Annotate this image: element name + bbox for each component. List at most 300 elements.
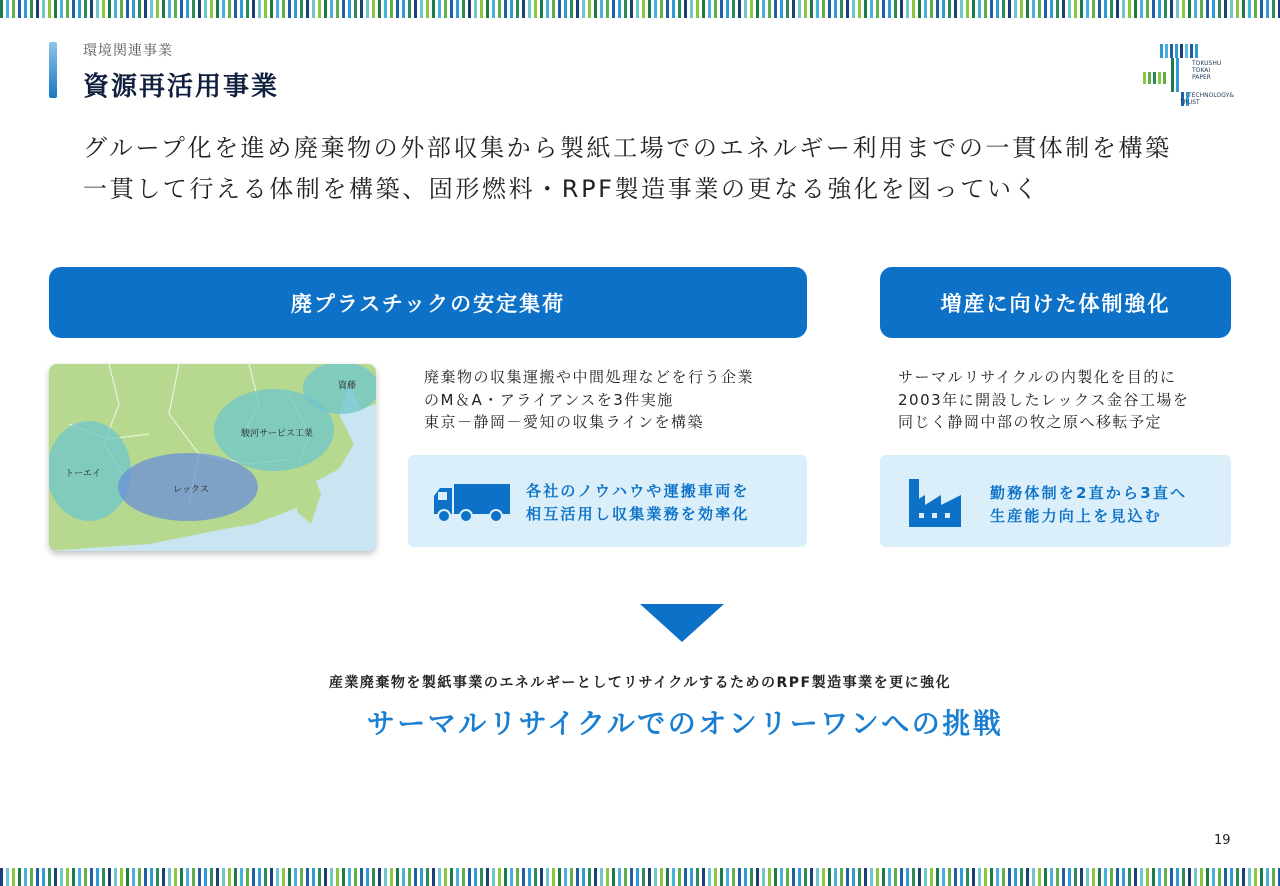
stripe-segment xyxy=(228,0,231,18)
stripe-segment xyxy=(816,0,819,18)
stripe-segment xyxy=(1056,868,1059,886)
stripe-segment xyxy=(498,0,501,18)
stripe-segment xyxy=(372,0,375,18)
stripe-segment xyxy=(258,0,261,18)
stripe-segment xyxy=(0,868,3,886)
stripe-segment xyxy=(144,868,147,886)
stripe-segment xyxy=(1272,868,1275,886)
stripe-segment xyxy=(504,0,507,18)
stripe-segment xyxy=(798,868,801,886)
stripe-segment xyxy=(774,868,777,886)
stripe-segment xyxy=(1254,0,1257,18)
stripe-segment xyxy=(426,0,429,18)
stripe-segment xyxy=(402,868,405,886)
page-number: 19 xyxy=(1214,833,1231,848)
stripe-segment xyxy=(462,0,465,18)
stripe-segment xyxy=(330,868,333,886)
stripe-segment xyxy=(1158,0,1161,18)
left-heading-pill: 廃プラスチックの安定集荷 xyxy=(49,267,807,338)
stripe-segment xyxy=(534,868,537,886)
stripe-segment xyxy=(780,0,783,18)
stripe-segment xyxy=(1188,868,1191,886)
stripe-segment xyxy=(300,0,303,18)
stripe-segment xyxy=(930,868,933,886)
stripe-segment xyxy=(1038,0,1041,18)
stripe-segment xyxy=(1224,0,1227,18)
stripe-segment xyxy=(24,0,27,18)
stripe-segment xyxy=(204,0,207,18)
stripe-segment xyxy=(120,868,123,886)
stripe-segment xyxy=(1194,0,1197,18)
stripe-segment xyxy=(6,868,9,886)
stripe-segment xyxy=(1020,868,1023,886)
stripe-segment xyxy=(264,0,267,18)
stripe-segment xyxy=(978,868,981,886)
stripe-segment xyxy=(696,868,699,886)
stripe-segment xyxy=(360,868,363,886)
stripe-segment xyxy=(828,0,831,18)
left-highlight-text: 各社のノウハウや運搬車両を 相互活用し収集業務を効率化 xyxy=(526,482,750,523)
stripe-segment xyxy=(552,868,555,886)
stripe-segment xyxy=(186,868,189,886)
stripe-segment xyxy=(1122,0,1125,18)
stripe-segment xyxy=(18,868,21,886)
stripe-segment xyxy=(618,0,621,18)
stripe-segment xyxy=(1050,0,1053,18)
stripe-segment xyxy=(906,0,909,18)
logo-tagline: TECHNOLOGY& TRUST xyxy=(1180,92,1234,106)
stripe-segment xyxy=(348,0,351,18)
stripe-segment xyxy=(1020,0,1023,18)
stripe-segment xyxy=(948,0,951,18)
stripe-segment xyxy=(60,868,63,886)
stripe-segment xyxy=(354,868,357,886)
stripe-segment xyxy=(384,0,387,18)
stripe-segment xyxy=(936,0,939,18)
stripe-segment xyxy=(1002,868,1005,886)
stripe-segment xyxy=(1056,0,1059,18)
stripe-segment xyxy=(90,0,93,18)
stripe-segment xyxy=(702,868,705,886)
stripe-segment xyxy=(1140,0,1143,18)
stripe-segment xyxy=(546,868,549,886)
stripe-segment xyxy=(1182,0,1185,18)
stripe-segment xyxy=(750,0,753,18)
stripe-segment xyxy=(90,868,93,886)
stripe-segment xyxy=(396,0,399,18)
stripe-segment xyxy=(1236,0,1239,18)
stripe-segment xyxy=(486,0,489,18)
stripe-segment xyxy=(606,0,609,18)
stripe-segment xyxy=(1242,0,1245,18)
stripe-segment xyxy=(690,868,693,886)
stripe-segment xyxy=(606,868,609,886)
stripe-segment xyxy=(312,0,315,18)
stripe-segment xyxy=(1008,0,1011,18)
stripe-segment xyxy=(540,0,543,18)
stripe-segment xyxy=(894,868,897,886)
stripe-segment xyxy=(990,868,993,886)
stripe-segment xyxy=(954,868,957,886)
lead-line-1: グループ化を進め廃棄物の外部収集から製紙工場でのエネルギー利用までの一貫体制を構築 xyxy=(83,134,1172,162)
stripe-segment xyxy=(1080,0,1083,18)
stripe-segment xyxy=(678,868,681,886)
stripe-segment xyxy=(1176,0,1179,18)
stripe-segment xyxy=(270,0,273,18)
stripe-segment xyxy=(996,0,999,18)
stripe-segment xyxy=(216,868,219,886)
stripe-segment xyxy=(846,0,849,18)
stripe-segment xyxy=(810,0,813,18)
stripe-segment xyxy=(492,868,495,886)
stripe-segment xyxy=(870,0,873,18)
stripe-segment xyxy=(450,0,453,18)
stripe-segment xyxy=(456,0,459,18)
stripe-segment xyxy=(1002,0,1005,18)
stripe-segment xyxy=(1092,868,1095,886)
stripe-segment xyxy=(42,0,45,18)
stripe-segment xyxy=(180,0,183,18)
stripe-segment xyxy=(672,868,675,886)
stripe-segment xyxy=(1014,0,1017,18)
stripe-segment xyxy=(210,868,213,886)
stripe-segment xyxy=(1134,0,1137,18)
stripe-segment xyxy=(462,868,465,886)
stripe-segment xyxy=(84,0,87,18)
stripe-segment xyxy=(504,868,507,886)
stripe-segment xyxy=(60,0,63,18)
stripe-segment xyxy=(984,0,987,18)
stripe-segment xyxy=(918,0,921,18)
stripe-segment xyxy=(582,868,585,886)
stripe-segment xyxy=(210,0,213,18)
stripe-segment xyxy=(408,868,411,886)
stripe-segment xyxy=(936,868,939,886)
stripe-segment xyxy=(1146,0,1149,18)
company-logo xyxy=(1140,42,1240,108)
stripe-segment xyxy=(570,868,573,886)
stripe-segment xyxy=(1032,0,1035,18)
stripe-segment xyxy=(252,868,255,886)
stripe-segment xyxy=(198,0,201,18)
stripe-segment xyxy=(1086,0,1089,18)
stripe-segment xyxy=(1212,868,1215,886)
stripe-segment xyxy=(654,0,657,18)
stripe-segment xyxy=(396,868,399,886)
stripe-segment xyxy=(1254,868,1257,886)
stripe-segment xyxy=(630,868,633,886)
stripe-segment xyxy=(768,868,771,886)
stripe-segment xyxy=(798,0,801,18)
stripe-segment xyxy=(1050,868,1053,886)
stripe-segment xyxy=(582,0,585,18)
stripe-segment xyxy=(1236,868,1239,886)
stripe-segment xyxy=(876,0,879,18)
right-highlight-text: 勤務体制を2直から3直へ 生産能力向上を見込む xyxy=(990,484,1188,525)
stripe-segment xyxy=(402,0,405,18)
stripe-segment xyxy=(792,868,795,886)
stripe-segment xyxy=(390,0,393,18)
stripe-segment xyxy=(1146,868,1149,886)
stripe-segment xyxy=(174,0,177,18)
stripe-segment xyxy=(540,868,543,886)
stripe-segment xyxy=(54,0,57,18)
stripe-segment xyxy=(1104,0,1107,18)
stripe-segment xyxy=(636,868,639,886)
stripe-segment xyxy=(1044,0,1047,18)
map-graphic xyxy=(49,364,376,551)
stripe-segment xyxy=(1116,0,1119,18)
stripe-segment xyxy=(786,868,789,886)
stripe-segment xyxy=(576,868,579,886)
stripe-segment xyxy=(132,0,135,18)
stripe-segment xyxy=(102,0,105,18)
stripe-segment xyxy=(888,0,891,18)
stripe-segment xyxy=(750,868,753,886)
stripe-segment xyxy=(468,868,471,886)
logo-text: TOKUSHU TOKAI PAPER xyxy=(1192,60,1222,81)
stripe-segment xyxy=(744,868,747,886)
stripe-segment xyxy=(858,868,861,886)
stripe-segment xyxy=(1218,0,1221,18)
stripe-segment xyxy=(1140,868,1143,886)
stripe-segment xyxy=(132,868,135,886)
stripe-segment xyxy=(1116,868,1119,886)
stripe-segment xyxy=(780,868,783,886)
stripe-segment xyxy=(1098,868,1101,886)
stripe-segment xyxy=(252,0,255,18)
stripe-segment xyxy=(1110,0,1113,18)
stripe-segment xyxy=(432,868,435,886)
stripe-segment xyxy=(882,0,885,18)
stripe-segment xyxy=(564,868,567,886)
stripe-segment xyxy=(330,0,333,18)
stripe-segment xyxy=(1266,868,1269,886)
stripe-segment xyxy=(738,868,741,886)
stripe-segment xyxy=(414,0,417,18)
stripe-segment xyxy=(558,0,561,18)
conclusion-title: サーマルリサイクルでのオンリーワンへの挑戦 xyxy=(366,707,1004,740)
stripe-segment xyxy=(720,0,723,18)
stripe-segment xyxy=(1200,0,1203,18)
stripe-segment xyxy=(1212,0,1215,18)
stripe-segment xyxy=(792,0,795,18)
stripe-segment xyxy=(996,868,999,886)
stripe-segment xyxy=(186,0,189,18)
stripe-segment xyxy=(786,0,789,18)
stripe-segment xyxy=(888,868,891,886)
stripe-segment xyxy=(1164,0,1167,18)
stripe-segment xyxy=(1206,868,1209,886)
stripe-segment xyxy=(762,0,765,18)
truck-icon xyxy=(432,482,512,526)
stripe-segment xyxy=(678,0,681,18)
stripe-segment xyxy=(276,0,279,18)
stripe-segment xyxy=(1164,868,1167,886)
stripe-segment xyxy=(36,0,39,18)
stripe-segment xyxy=(342,868,345,886)
stripe-segment xyxy=(570,0,573,18)
stripe-segment xyxy=(162,868,165,886)
stripe-segment xyxy=(900,868,903,886)
lead-line-2: 一貫して行える体制を構築、固形燃料・RPF製造事業の更なる強化を図っていく xyxy=(83,175,1041,203)
stripe-segment xyxy=(594,0,597,18)
stripe-segment xyxy=(510,868,513,886)
stripe-segment xyxy=(522,0,525,18)
stripe-segment xyxy=(336,868,339,886)
stripe-segment xyxy=(48,868,51,886)
stripe-segment xyxy=(762,868,765,886)
down-arrow-icon xyxy=(640,604,724,642)
stripe-segment xyxy=(192,0,195,18)
stripe-segment xyxy=(960,0,963,18)
stripe-segment xyxy=(1242,868,1245,886)
stripe-segment xyxy=(288,0,291,18)
stripe-segment xyxy=(1026,0,1029,18)
stripe-segment xyxy=(726,868,729,886)
stripe-segment xyxy=(1128,868,1131,886)
stripe-segment xyxy=(714,0,717,18)
stripe-segment xyxy=(864,0,867,18)
page-title: 資源再活用事業 xyxy=(83,72,280,102)
stripe-segment xyxy=(546,0,549,18)
stripe-segment xyxy=(714,868,717,886)
stripe-segment xyxy=(636,0,639,18)
stripe-segment xyxy=(156,0,159,18)
stripe-segment xyxy=(240,868,243,886)
stripe-segment xyxy=(456,868,459,886)
stripe-segment xyxy=(36,868,39,886)
stripe-segment xyxy=(354,0,357,18)
bottom-stripe-border xyxy=(0,868,1280,886)
map-label-kanagawa: 資藤 xyxy=(338,381,357,391)
right-heading-pill: 増産に向けた体制強化 xyxy=(880,267,1231,338)
stripe-segment xyxy=(600,0,603,18)
stripe-segment xyxy=(1092,0,1095,18)
stripe-segment xyxy=(222,0,225,18)
stripe-segment xyxy=(648,868,651,886)
stripe-segment xyxy=(414,868,417,886)
header-accent-bar xyxy=(49,42,57,98)
stripe-segment xyxy=(342,0,345,18)
stripe-segment xyxy=(534,0,537,18)
stripe-segment xyxy=(180,868,183,886)
stripe-segment xyxy=(852,0,855,18)
stripe-segment xyxy=(138,0,141,18)
stripe-segment xyxy=(834,0,837,18)
stripe-segment xyxy=(1230,0,1233,18)
stripe-segment xyxy=(306,868,309,886)
stripe-segment xyxy=(1134,868,1137,886)
stripe-segment xyxy=(822,868,825,886)
stripe-segment xyxy=(30,0,33,18)
stripe-segment xyxy=(234,868,237,886)
stripe-segment xyxy=(1248,868,1251,886)
stripe-segment xyxy=(804,0,807,18)
stripe-segment xyxy=(858,0,861,18)
stripe-segment xyxy=(738,0,741,18)
stripe-segment xyxy=(378,0,381,18)
stripe-segment xyxy=(438,868,441,886)
stripe-segment xyxy=(84,868,87,886)
stripe-segment xyxy=(444,0,447,18)
stripe-segment xyxy=(1038,868,1041,886)
stripe-segment xyxy=(852,868,855,886)
stripe-segment xyxy=(966,0,969,18)
stripe-segment xyxy=(42,868,45,886)
stripe-segment xyxy=(1008,868,1011,886)
stripe-segment xyxy=(72,0,75,18)
stripe-segment xyxy=(126,0,129,18)
stripe-segment xyxy=(1272,0,1275,18)
stripe-segment xyxy=(1032,868,1035,886)
stripe-segment xyxy=(300,868,303,886)
right-highlight-box xyxy=(880,455,1231,547)
stripe-segment xyxy=(1188,0,1191,18)
stripe-segment xyxy=(1200,868,1203,886)
stripe-segment xyxy=(366,868,369,886)
stripe-segment xyxy=(66,0,69,18)
stripe-segment xyxy=(756,0,759,18)
stripe-segment xyxy=(12,868,15,886)
stripe-segment xyxy=(444,868,447,886)
stripe-segment xyxy=(432,0,435,18)
stripe-segment xyxy=(1062,0,1065,18)
stripe-segment xyxy=(216,0,219,18)
stripe-segment xyxy=(1044,868,1047,886)
stripe-segment xyxy=(822,0,825,18)
stripe-segment xyxy=(1128,0,1131,18)
map-label-shizuoka: 駿河サービス工業 xyxy=(241,429,314,439)
stripe-segment xyxy=(720,868,723,886)
stripe-segment xyxy=(1068,0,1071,18)
stripe-segment xyxy=(846,868,849,886)
stripe-segment xyxy=(960,868,963,886)
stripe-segment xyxy=(420,0,423,18)
stripe-segment xyxy=(168,868,171,886)
stripe-segment xyxy=(618,868,621,886)
stripe-segment xyxy=(78,0,81,18)
stripe-segment xyxy=(390,868,393,886)
factory-icon xyxy=(907,477,963,529)
stripe-segment xyxy=(672,0,675,18)
stripe-segment xyxy=(516,868,519,886)
stripe-segment xyxy=(438,0,441,18)
stripe-segment xyxy=(474,0,477,18)
stripe-segment xyxy=(972,868,975,886)
stripe-segment xyxy=(708,0,711,18)
stripe-segment xyxy=(276,868,279,886)
stripe-segment xyxy=(894,0,897,18)
stripe-segment xyxy=(666,0,669,18)
stripe-segment xyxy=(270,868,273,886)
stripe-segment xyxy=(360,0,363,18)
stripe-segment xyxy=(552,0,555,18)
stripe-segment xyxy=(624,868,627,886)
stripe-segment xyxy=(150,0,153,18)
stripe-segment xyxy=(642,0,645,18)
right-description: サーマルリサイクルの内製化を目的に 2003年に開設したレックス金谷工場を 同じく静岡中部の牧之原へ移転予定 xyxy=(898,368,1190,431)
stripe-segment xyxy=(12,0,15,18)
stripe-segment xyxy=(72,868,75,886)
stripe-segment xyxy=(564,0,567,18)
stripe-segment xyxy=(744,0,747,18)
stripe-segment xyxy=(114,0,117,18)
stripe-segment xyxy=(966,868,969,886)
stripe-segment xyxy=(1080,868,1083,886)
stripe-segment xyxy=(648,0,651,18)
stripe-segment xyxy=(1074,868,1077,886)
